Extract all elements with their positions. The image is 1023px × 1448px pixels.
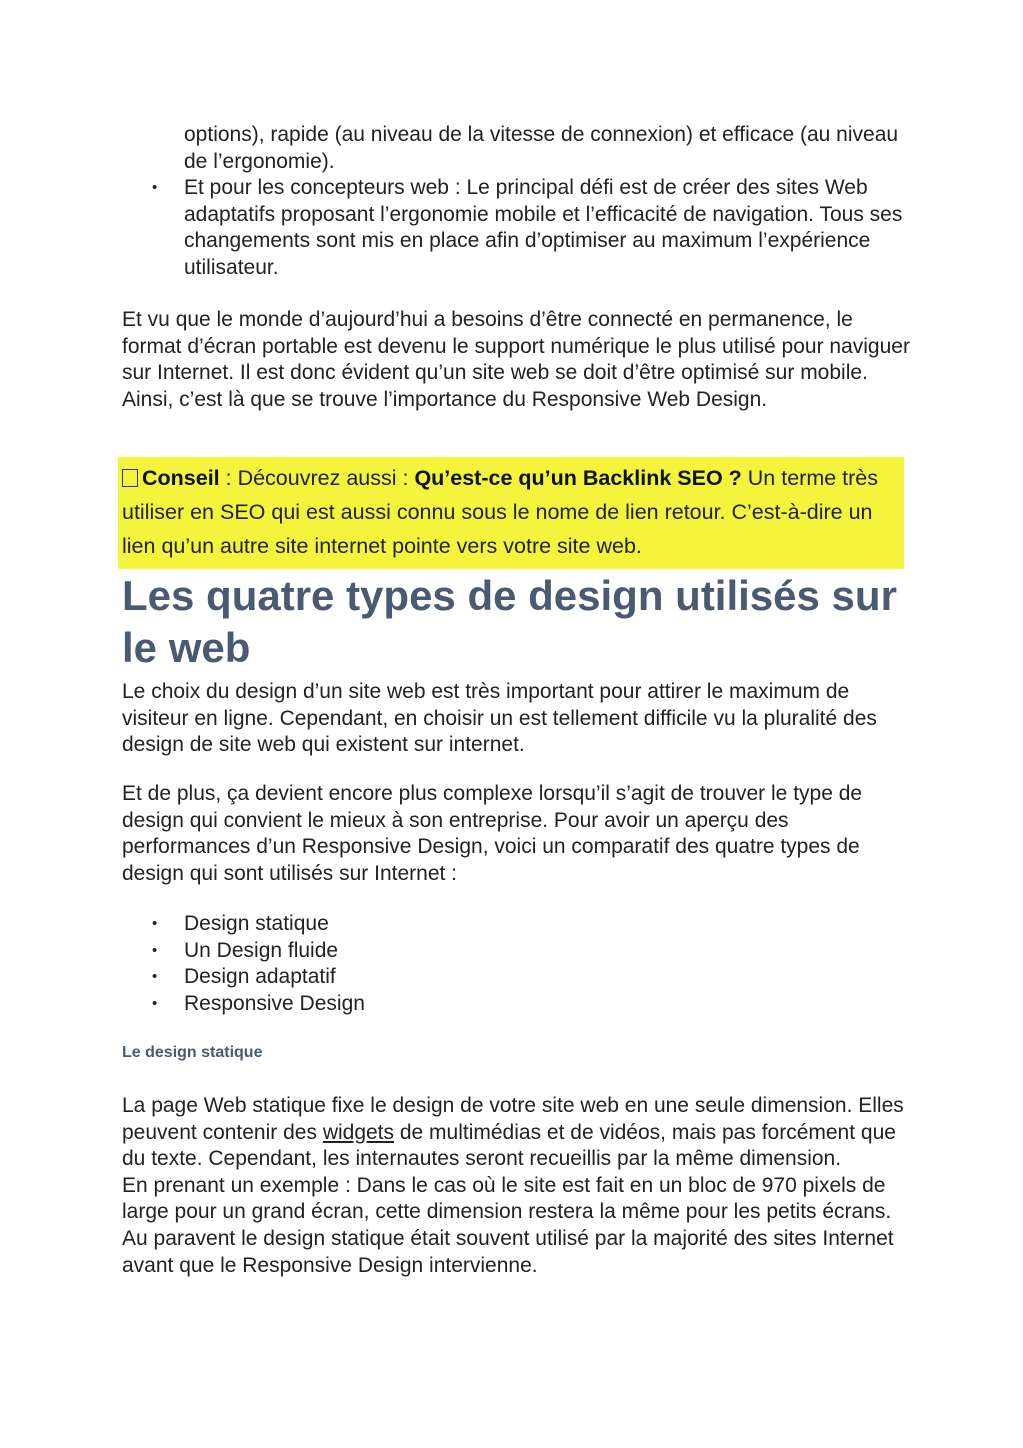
tip-link-title[interactable]: Qu’est-ce qu’un Backlink SEO ? [414, 466, 742, 490]
tip-box [118, 457, 904, 569]
static-example-text: En prenant un exemple : Dans le cas où le site est fait en un bloc de 970 pixels de large pour un grand écran, cette dimension restera la même pour les petits écrans. Au paravent le design statique était souvent utilisé par la majorité des sites Internet avant que le Responsive Design intervienne. [122, 1173, 894, 1277]
list-item: • Design statique [122, 911, 912, 938]
tip-intro: : Découvrez aussi : [219, 466, 415, 490]
top-bullet-list [122, 122, 912, 282]
tip-description: Un terme très utiliser en SEO qui est aussi connu sous le nome de lien retour. C’est-à-dire un lien qu’un autre site internet pointe vers votre site web. [122, 466, 878, 558]
paragraph-static [122, 1093, 912, 1279]
list-item-designers: • Et pour les concepteurs web : Le principal défi est de créer des sites Web adaptatifs proposant l’ergonomie mobile et l’efficacité de navigation. Tous ses changements sont mis en place afin d’optimiser au maximum l’expérience utilisateur. [122, 175, 912, 281]
static-text-before-link: La page Web statique fixe le design de votre site web en une seule dimension. Elles peuvent contenir des [122, 1094, 904, 1144]
paragraph-mobile: Et vu que le monde d’aujourd’hui a besoins d’être connecté en permanence, le format d’écran portable est devenu le support numérique le plus utilisé pour naviguer sur Internet. Il est donc évident qu’un site web se doit d’être optimisé sur mobile. Ainsi, c’est là que se trouve l’importance du Responsive Web Design. [122, 308, 910, 411]
paragraph-complex: Et de plus, ça devient encore plus complexe lorsqu’il s’agit de trouver le type de design qui convient le mieux à son entreprise. Pour avoir un aperçu des performances d’un Responsive Design, voici un comparatif des quatre types de design qui sont utilisés sur Internet : [122, 782, 863, 885]
tip-text [122, 461, 904, 563]
main-heading: Les quatre types de design utilisés sur le web [122, 572, 897, 671]
design-types-list [122, 911, 912, 1017]
widgets-link[interactable]: widgets [322, 1120, 395, 1144]
paragraph-choice: Le choix du design d’un site web est très important pour attirer le maximum de visiteur en ligne. Cependant, en choisir un est tellement difficile vu la pluralité des design de site web qui existent sur internet. [122, 680, 877, 757]
tip-label: Conseil [142, 466, 220, 490]
static-text-after-link: de multimédias et de vidéos, mais pas forcément que du texte. Cependant, les internautes seront recueillis par la même dimension. [122, 1120, 896, 1171]
list-item: • Un Design fluide [122, 938, 912, 965]
tip-icon [122, 469, 138, 487]
list-item-continuation: options), rapide (au niveau de la vitesse de connexion) et efficace (au niveau de l’ergonomie). [184, 123, 899, 173]
sub-heading: Le design statique [122, 1044, 263, 1061]
list-item: • Responsive Design [122, 991, 912, 1018]
list-item: • Design adaptatif [122, 964, 912, 991]
